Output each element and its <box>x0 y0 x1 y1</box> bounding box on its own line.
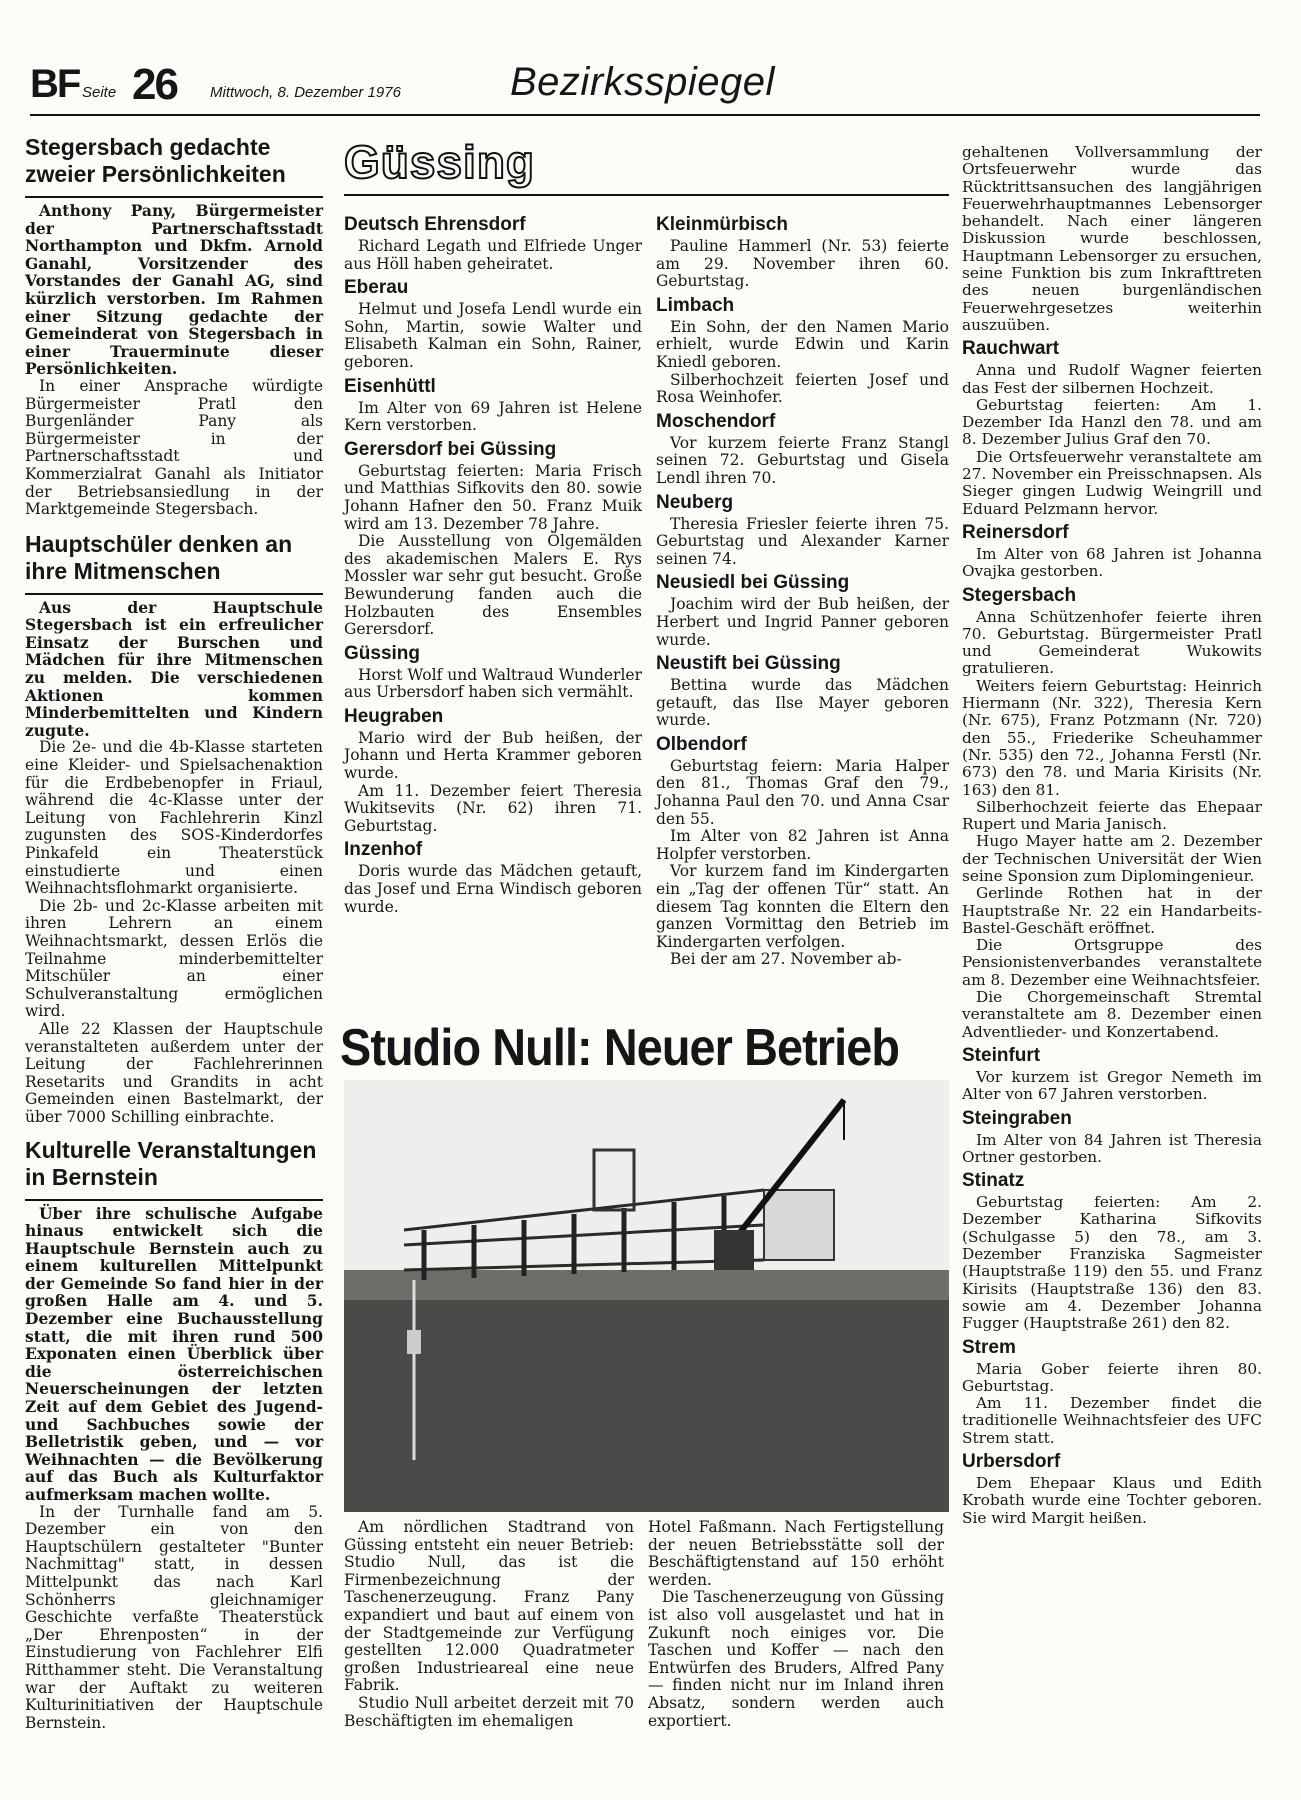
section-title: Bezirksspiegel <box>510 60 775 104</box>
place-heading: Steingraben <box>962 1107 1072 1129</box>
article-lead: Über ihre schulische Aufgabe hinaus entwickelt sich die Hauptschule Bernstein auch zu einem kulturellen Mittelpunkt der Gemeinde So fand hier in der großen Halle am 4. und 5. Dezember eine Buchausstellung statt, die mit ihren rund 500 Exponaten einen Überblick über die österreichischen Neuerscheinungen der letzten Zeit auf dem Gebiet des Jugend- und Sachbuches sowie der Belletristik geben, und — vor Weihnachten — die Bevölkerung auf das Buch als Kulturfaktor aufmerksam machen wollte. <box>25 1203 323 1504</box>
news-item: Joachim wird der Bub heißen, der Herbert und Ingrid Panner geboren wurde. <box>656 595 949 649</box>
construction-site-photo <box>344 1080 949 1512</box>
news-item: Geburtstag feiern: Maria Halper den 81., Thomas Graf den 79., Johanna Paul den 70. und Anna Csar den 55. <box>656 756 949 828</box>
guessing-title: Güssing <box>344 136 536 188</box>
studio-null-headline: Studio Null: Neuer Betrieb <box>340 1019 900 1077</box>
article-lead: Aus der Hauptschule Stegersbach ist ein erfreulicher Einsatz der Burschen und Mädchen für ihre Mitmenschen zu melden. Die verschiedenen Aktionen kommen Minderbemittelten und Kindern zugute. <box>25 597 323 740</box>
news-item: Richard Legath und Elfriede Unger aus Höll haben geheiratet. <box>344 237 642 273</box>
newspaper-logo: BF <box>30 62 80 106</box>
news-item: Helmut und Josefa Lendl wurde ein Sohn, Martin, sowie Walter und Elisabeth Kalman ein Sohn, Rainer, geboren. <box>344 300 642 371</box>
column-3 <box>656 210 949 969</box>
place-heading: Rauchwart <box>962 338 1060 360</box>
article-paragraph: In der Turnhalle fand am 5. Dezember ein von den Hauptschülern gestalteter "Bunter Nachmittag" statt, in dessen Mittelpunkt das nach Karl Schönherrs gleichnamiger Geschichte verfaßte Theaterstück „Der Ehrenposten“ in der Einstudierung von Fachlehrer Elfi Ritthammer steht. Die Veranstaltung war der Auftakt zu weiteren Kulturinitiativen der Hauptschule Bernstein. <box>25 1502 323 1732</box>
news-item: Im Alter von 68 Jahren ist Johanna Ovajka gestorben. <box>962 544 1262 581</box>
news-item: Mario wird der Bub heißen, der Johann und Herta Krammer geboren wurde. <box>344 728 642 783</box>
article-paragraph: Am nördlichen Stadtrand von Güssing entsteht ein neuer Betrieb: Studio Null, das ist die Firmenbezeichnung der Taschenerzeugung. Franz Pany expandiert und baut auf einem von der Stadtgemeinde zur Verfügung gestellten 12.000 Quadratmeter großen Industrieareal eine neue Fabrik. <box>344 1518 634 1695</box>
construction-illustration <box>344 1080 949 1512</box>
news-item: Pauline Hammerl (Nr. 53) feierte am 29. November ihren 60. Geburtstag. <box>656 237 949 291</box>
place-heading: Stinatz <box>962 1170 1025 1192</box>
article-paragraph: Die 2b- und 2c-Klasse arbeiten mit ihren Lehrern an einem Weihnachtsmarkt, dessen Erlös die Teilnahme minderbemittelter Mitschüler an einer Schulveranstaltung ermöglichen wird. <box>25 896 323 1021</box>
news-item: Bei der am 27. November ab- <box>670 950 902 969</box>
place-heading: Urbersdorf <box>962 1451 1061 1472</box>
news-item: Maria Gober feierte ihren 80. Geburtstag. <box>962 1359 1262 1395</box>
news-item: Weiters feiern Geburtstag: Heinrich Hiermann (Nr. 322), Theresia Kern (Nr. 675), Franz Potzmann (Nr. 720) den 55., Friederike Scheuhammer (Nr. 535) den 72., Johanna Ferstl (Nr. 673) den 78. und Maria Kirisits (Nr. 163) den 81. <box>962 676 1262 799</box>
news-item: Dem Ehepaar Klaus und Edith Krobath wurde eine Tochter geboren. Sie wird Margit heißen. <box>962 1474 1262 1527</box>
masthead-rule <box>30 114 1260 116</box>
studio-column-a <box>344 1519 634 1730</box>
news-item: Vor kurzem fand im Kindergarten ein „Tag der offenen Tür“ statt. An diesem Tag konnten die Eltern den ganzen Vormittag den Betrieb im Kindergarten verfolgen. <box>656 862 949 951</box>
place-heading: Steinfurt <box>962 1044 1041 1066</box>
place-heading: Güssing <box>344 642 421 664</box>
place-heading: Neusiedl bei Güssing <box>656 572 850 594</box>
news-item: Vor kurzem feierte Franz Stangl seinen 72. Geburtstag und Gisela Lendl ihren 70. <box>656 433 949 487</box>
place-heading: Inzenhof <box>344 839 423 861</box>
news-item: Doris wurde das Mädchen getauft, das Josef und Erna Windisch geboren wurde. <box>344 862 642 916</box>
place-heading: Eisenhüttl <box>344 375 436 397</box>
studio-column-b <box>648 1519 944 1730</box>
news-item: Anna Schützenhofer feierte ihren 70. Geburtstag. Bürgermeister Pratl und Gemeinderat Wukowits gratulieren. <box>962 607 1262 678</box>
place-heading: Limbach <box>656 294 735 316</box>
place-heading: Deutsch Ehrensdorf <box>344 214 526 235</box>
article-paragraph: Alle 22 Klassen der Hauptschule veranstalteten außerdem unter der Leitung der Fachlehrerinnen Resetarits und Grandits in acht Gemeinden einen Bastelmarkt, der über 7000 Schilling einbrachte. <box>25 1019 323 1126</box>
news-item: Geburtstag feierten: Am 1. Dezember Ida Hanzl den 78. und am 8. Dezember Julius Graf den 70. <box>962 395 1262 449</box>
news-item: Die Chorgemeinschaft Stremtal veranstaltete am 8. Dezember einen Adventlieder- und Konzertabend. <box>962 988 1262 1041</box>
news-item: Silberhochzeit feierten Josef und Rosa Weinhofer. <box>656 370 949 407</box>
article-title-hauptschueler: Hauptschüler denken an ihre Mitmenschen <box>25 531 323 595</box>
place-heading: Strem <box>962 1336 1016 1358</box>
place-heading: Kleinmürbisch <box>656 214 788 235</box>
news-item: Im Alter von 82 Jahren ist Anna Holpfer verstorben. <box>656 827 949 863</box>
article-title-stegersbach: Stegersbach gedachte zweier Persönlichkeiten <box>25 134 323 198</box>
news-item: Die Ortsgruppe des Pensionistenverbandes veranstaltete am 8. Dezember eine Weihnachtsfeier. <box>962 936 1262 989</box>
news-item: Bettina wurde das Mädchen getauft, das Ilse Mayer geboren wurde. <box>656 676 949 730</box>
issue-date: Mittwoch, 8. Dezember 1976 <box>210 84 401 101</box>
article-paragraph: Die 2e- und die 4b-Klasse starteten eine Kleider- und Spielsachenaktion für die Erdbebenopfer in Friaul, während die 4c-Klasse unter der Leitung von Fachlehrerin Kinzl zugunsten des SOS-Kinderdorfes Pinkafeld ein Theaterstück einstudierte und einen Weihnachtsflohmarkt organisierte. <box>25 738 323 898</box>
news-item: Im Alter von 69 Jahren ist Helene Kern verstorben. <box>344 398 642 435</box>
article-paragraph: Studio Null arbeitet derzeit mit 70 Beschäftigten im ehemaligen <box>344 1693 634 1730</box>
news-item-continued: gehaltenen Vollversammlung der Ortsfeuerwehr wurde das Rücktrittsansuchen des langjährigen Feuerwehrhauptmannes Lebensorger behandelt. Nach einer längeren Diskussion wurde beschlossen, Hauptmann Lebensorger zu ersuchen, seine Funktion bis zum Inkrafttreten des neuen burgenländischen Feuerwehrgesetzes weiterhin auszuüben. <box>962 143 1262 334</box>
place-heading: Heugraben <box>344 705 444 727</box>
news-item: Vor kurzem ist Gregor Nemeth im Alter von 67 Jahren verstorben. <box>962 1067 1262 1104</box>
place-heading: Reinersdorf <box>962 521 1069 543</box>
guessing-section-header <box>344 134 949 196</box>
news-item: Die Ausstellung von Ölgemälden des akademischen Malers E. Rys Mossler war sehr gut besucht. Große Bewunderung fanden auch die Holzbauten des Ensembles Gerersdorf. <box>344 532 642 639</box>
news-item: Am 11. Dezember feiert Theresia Wukitsevits (Nr. 62) ihren 71. Geburtstag. <box>344 781 642 835</box>
page-number: 26 <box>132 60 177 109</box>
news-item: Horst Wolf und Waltraud Wunderler aus Urbersdorf haben sich vermählt. <box>344 665 642 702</box>
place-heading: Neustift bei Güssing <box>656 653 841 675</box>
news-item: Silberhochzeit feierte das Ehepaar Rupert und Maria Janisch. <box>962 797 1262 834</box>
place-heading: Moschendorf <box>656 410 776 432</box>
news-item: Am 11. Dezember findet die traditionelle Weihnachtsfeier des UFC Strem statt. <box>962 1394 1262 1447</box>
news-item: Gerlinde Rothen hat in der Hauptstraße Nr. 22 ein Handarbeits-Bastel-Geschäft eröffnet. <box>962 884 1262 937</box>
masthead <box>30 58 1260 118</box>
place-heading: Eberau <box>344 277 409 299</box>
news-item: Im Alter von 84 Jahren ist Theresia Ortner gestorben. <box>962 1130 1262 1166</box>
column-4 <box>962 144 1262 1527</box>
place-heading: Neuberg <box>656 491 734 513</box>
article-title-bernstein: Kulturelle Veranstaltungen in Bernstein <box>25 1137 323 1201</box>
place-heading: Stegersbach <box>962 584 1077 606</box>
place-heading: Gerersdorf bei Güssing <box>344 438 557 460</box>
news-item: Geburtstag feierten: Am 2. Dezember Katharina Sifkovits (Schulgasse 5) den 78., am 3. Dezember Franziska Sagmeister (Hauptstraße 119) den 55. und Franz Kirisits (Hauptstraße 136) den 83. sowie am 4. Dezember Johanna Fugger (Hauptstraße 261) den 82. <box>962 1193 1262 1333</box>
news-item: Hugo Mayer hatte am 2. Dezember der Technischen Universität der Wien seine Sponsion zum Diplomingenieur. <box>962 832 1262 885</box>
article-paragraph: In einer Ansprache würdigte Bürgermeister Pratl den Burgenländer Pany als Bürgermeister in der Partnerschaftsstadt und Kommerzialrat Ganahl als Initiator der Betriebsansiedlung in der Marktgemeinde Stegersbach. <box>25 376 323 519</box>
place-heading: Olbendorf <box>656 733 747 755</box>
article-paragraph: Hotel Faßmann. Nach Fertigstellung der neuen Betriebsstätte soll der Beschäftigtenstand auf 150 erhöht werden. <box>648 1518 944 1589</box>
article-paragraph: Die Taschenerzeugung von Güssing ist also voll ausgelastet und hat in Zukunft noch einiges vor. Die Taschen und Koffer — nach den Entwürfen des Bruders, Alfred Pany — finden nicht nur im Inland ihren Absatz, sondern werden auch exportiert. <box>648 1588 944 1730</box>
article-lead: Anthony Pany, Bürgermeister der Partnerschaftsstadt Northampton und Dkfm. Arnold Ganahl, Vorsitzender des Vorstandes der Ganahl AG, sind kürzlich verstorben. Im Rahmen einer Sitzung gedachte der Gemeinderat von Stegersbach in einer Trauerminute dieser Persönlichkeiten. <box>25 201 323 379</box>
news-item: Theresia Friesler feierte ihren 75. Geburtstag und Alexander Karner seinen 74. <box>656 514 949 568</box>
page-label: Seite <box>82 84 117 101</box>
news-item: Die Ortsfeuerwehr veranstaltete am 27. November ein Preisschnapsen. Als Sieger gingen Ludwig Weingrill und Eduard Pelzmann hervor. <box>962 447 1262 518</box>
news-item: Geburtstag feierten: Maria Frisch und Matthias Sifkovits den 80. sowie Johann Hafner den 50. Franz Muik wird am 13. Dezember 78 Jahre. <box>344 461 642 533</box>
column-2 <box>344 210 642 916</box>
news-item: Ein Sohn, der den Namen Mario erhielt, wurde Edwin und Karin Kniedl geboren. <box>656 317 949 371</box>
column-1 <box>25 134 323 1732</box>
news-item: Anna und Rudolf Wagner feierten das Fest der silbernen Hochzeit. <box>962 361 1262 397</box>
